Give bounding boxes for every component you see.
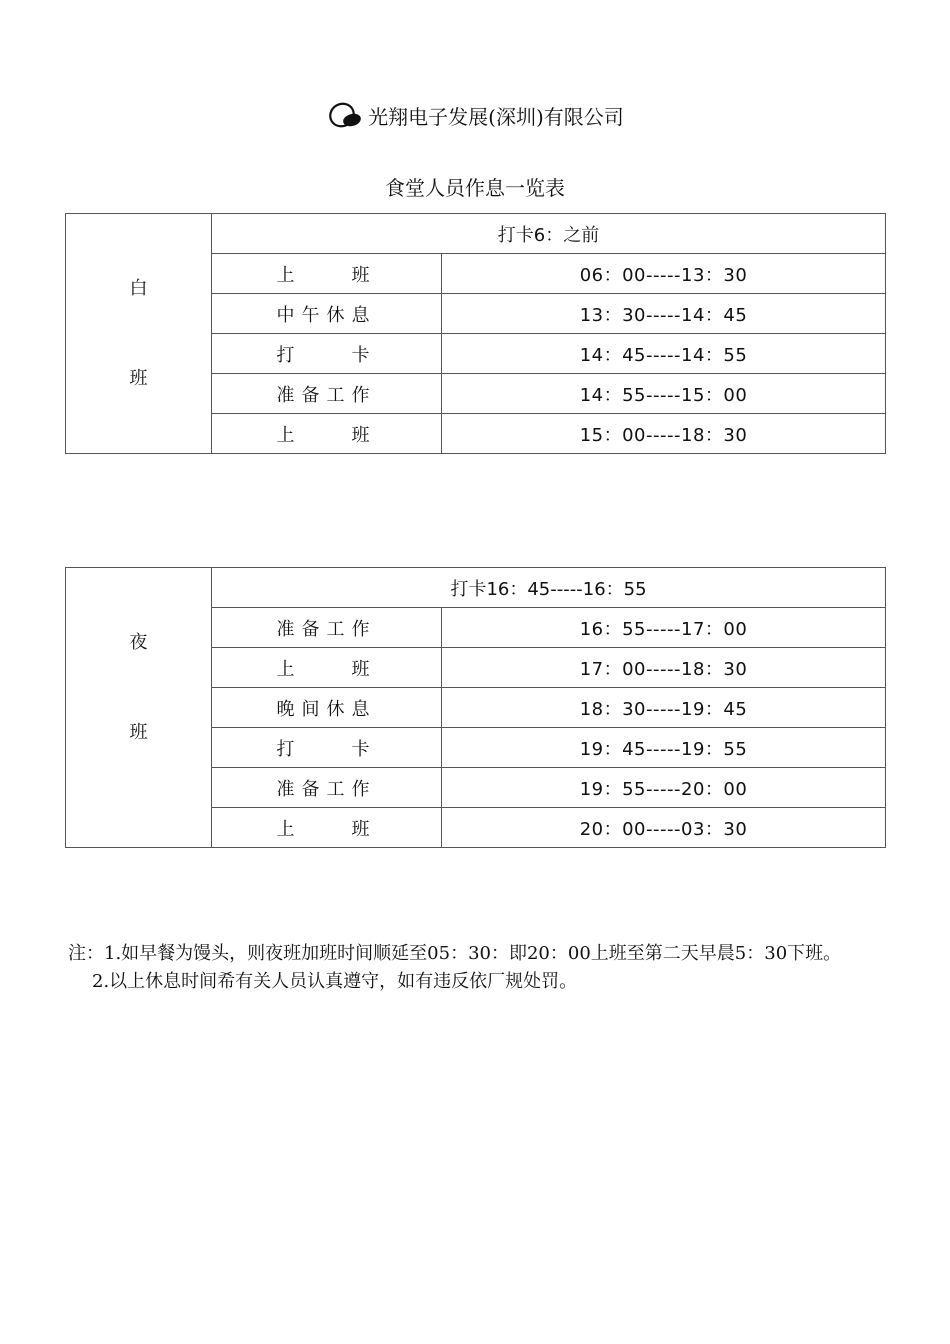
note-line-1: 注：1.如早餐为馒头，则夜班加班时间顺延至05：30：即20：00上班至第二天早晨5：30下班。: [68, 943, 842, 964]
activity-cell: 准备工作: [212, 374, 442, 414]
time-cell: 16：55-----17：00: [442, 608, 886, 648]
night-shift-label-top: 夜: [129, 631, 148, 653]
time-cell: 18：30-----19：45: [442, 688, 886, 728]
day-shift-label-top: 白: [129, 277, 148, 299]
company-header: [0, 100, 950, 135]
time-cell: 14：55-----15：00: [442, 374, 886, 414]
time-cell: 20：00-----03：30: [442, 808, 886, 848]
time-cell: 19：55-----20：00: [442, 768, 886, 808]
time-cell: 13：30-----14：45: [442, 294, 886, 334]
activity-cell: 中午休息: [212, 294, 442, 334]
night-punch-time: 打卡16：45-----16：55: [212, 568, 886, 608]
activity-cell: 准备工作: [212, 608, 442, 648]
company-name: 光翔电子发展(深圳)有限公司: [368, 105, 624, 129]
activity-cell: 上 班: [212, 254, 442, 294]
note-line-2: 2.以上休息时间希有关人员认真遵守，如有违反依厂规处罚。: [92, 971, 578, 992]
night-shift-label-bottom: 班: [129, 721, 148, 743]
night-shift-table: [65, 567, 886, 848]
night-shift-label: [66, 568, 212, 848]
time-cell: 17：00-----18：30: [442, 648, 886, 688]
notes-section: [68, 940, 884, 996]
time-cell: 19：45-----19：55: [442, 728, 886, 768]
activity-cell: 上 班: [212, 648, 442, 688]
day-shift-label-bottom: 班: [129, 367, 148, 389]
day-punch-time: 打卡6：之前: [212, 214, 886, 254]
activity-cell: 打 卡: [212, 728, 442, 768]
activity-cell: 上 班: [212, 808, 442, 848]
page-title: 食堂人员作息一览表: [385, 176, 565, 200]
activity-cell: 准备工作: [212, 768, 442, 808]
time-cell: 15：00-----18：30: [442, 414, 886, 454]
activity-cell: 上 班: [212, 414, 442, 454]
activity-cell: 打 卡: [212, 334, 442, 374]
day-shift-table: [65, 213, 886, 454]
time-cell: 14：45-----14：55: [442, 334, 886, 374]
activity-cell: 晚间休息: [212, 688, 442, 728]
company-logo-icon: [326, 100, 366, 135]
day-shift-label: [66, 214, 212, 454]
time-cell: 06：00-----13：30: [442, 254, 886, 294]
